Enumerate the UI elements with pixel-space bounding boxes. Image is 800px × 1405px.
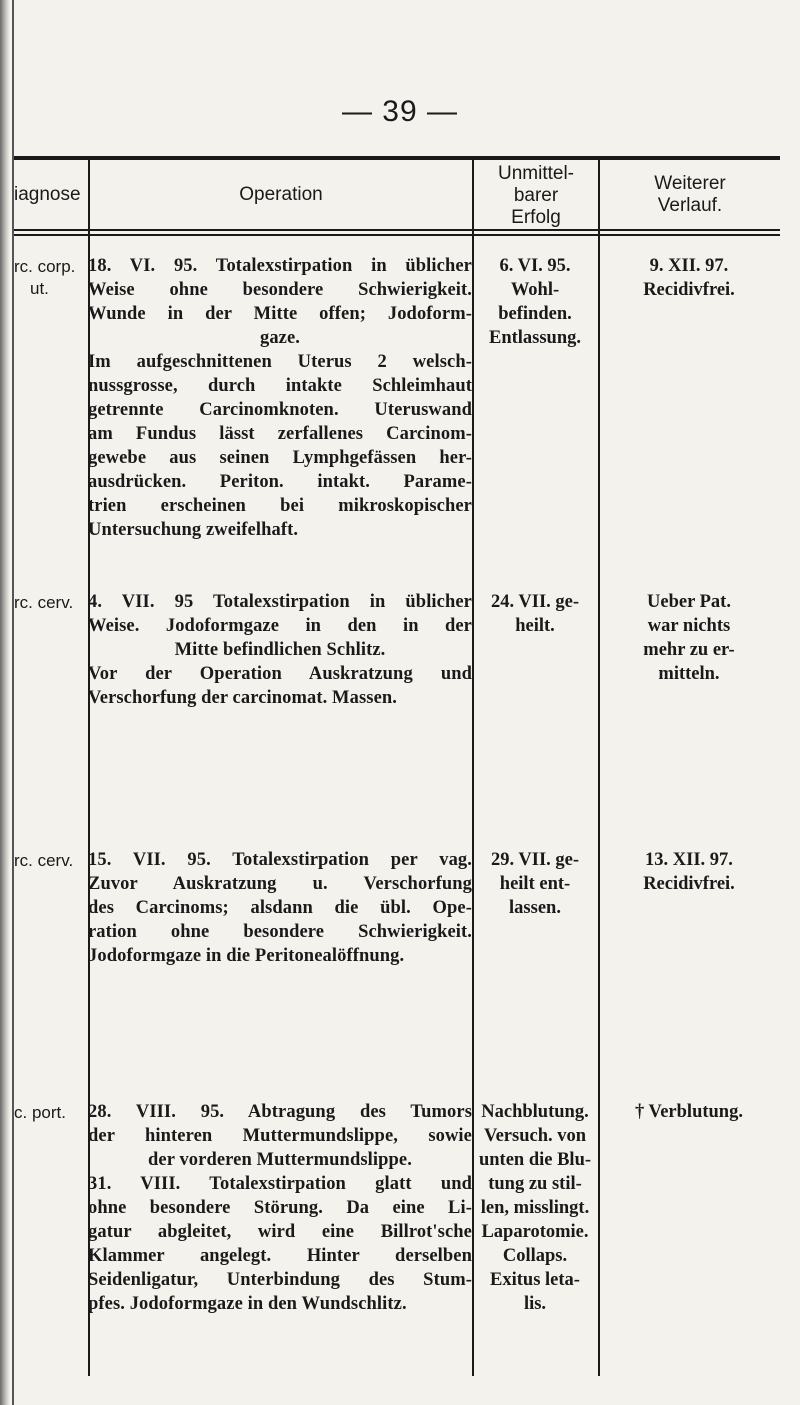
operation-line: gewebe aus seinen Lymphgefässen her- (88, 448, 472, 468)
operation-line: am Fundus lässt zerfallenes Carcinom- (88, 424, 472, 444)
operation-line: trien erscheinen bei mikroskopischer (88, 496, 472, 516)
table-top-rule (14, 156, 780, 160)
operation-line: ausdrücken. Periton. intakt. Parame- (88, 472, 472, 492)
operation-line: Zuvor Auskratzung u. Verschorfung (88, 874, 472, 894)
header-immediate-result-line: barer (513, 185, 559, 206)
row-1-further-course (598, 254, 780, 302)
row-1-operation (88, 254, 472, 542)
result-line: 29. VII. ge- (490, 850, 580, 870)
operation-line: Vor der Operation Auskratzung und (88, 664, 472, 684)
course-line: Recidivfrei. (643, 874, 735, 894)
operation-line: Seidenligatur, Unterbindung des Stum- (88, 1270, 472, 1290)
row-2-diagnosis (14, 592, 73, 614)
header-further-course-line: Verlauf. (657, 195, 723, 216)
result-line: tung zu stil- (488, 1174, 582, 1194)
course-line: 9. XII. 97. (649, 256, 729, 276)
header-diagnosis (14, 184, 88, 206)
result-line: Laparotomie. (481, 1222, 589, 1242)
result-line: Nachblutung. (481, 1102, 589, 1122)
operation-line: 28. VIII. 95. Abtragung des Tumors (88, 1102, 472, 1122)
result-line: Collaps. (502, 1246, 568, 1266)
operation-line: Untersuchung zweifelhaft. (88, 520, 299, 540)
diagnosis-line: ut. (30, 279, 49, 298)
operation-line: 18. VI. 95. Totalexstirpation in üblicher (88, 256, 472, 276)
operation-line: 4. VII. 95 Totalexstirpation in üblicher (88, 592, 472, 612)
operation-line: ration ohne besondere Schwierigkeit. (88, 922, 472, 942)
result-line: 24. VII. ge- (490, 592, 580, 612)
row-1-diagnosis (14, 256, 75, 300)
page-edge-line (12, 0, 14, 1405)
result-line: Entlassung. (488, 328, 582, 348)
course-line: † Verblutung. (635, 1102, 743, 1122)
course-line: Recidivfrei. (643, 280, 735, 300)
result-line: Versuch. von (483, 1126, 587, 1146)
header-further-course (600, 173, 780, 217)
operation-line: Mitte befindlichen Schlitz. (174, 640, 386, 660)
page-number: — 39 — (341, 95, 459, 128)
row-4-diagnosis (14, 1102, 66, 1124)
diagnosis-line: c. port. (14, 1103, 66, 1122)
header-immediate-result-line: Unmittel- (497, 163, 574, 184)
header-bottom-rule-1 (14, 229, 780, 231)
operation-line: der vorderen Muttermundslippe. (148, 1150, 412, 1170)
operation-line: der hinteren Muttermundslippe, sowie (88, 1126, 472, 1146)
header-operation-text: Operation (239, 184, 323, 205)
diagnosis-line: rc. corp. (14, 257, 76, 276)
operation-line: 31. VIII. Totalexstirpation glatt und (88, 1174, 472, 1194)
operation-line: nussgrosse, durch intakte Schleimhaut (88, 376, 472, 396)
operation-line: ohne besondere Störung. Da eine Li- (88, 1198, 472, 1218)
diagnosis-line: rc. cerv. (14, 593, 74, 612)
operation-line: Verschorfung der carcinomat. Massen. (88, 688, 397, 708)
operation-line: Weise. Jodoformgaze in den in der (88, 616, 472, 636)
row-3-further-course (598, 848, 780, 896)
page-edge-shadow (0, 0, 10, 1405)
diagnosis-line: rc. cerv. (14, 851, 74, 870)
result-line: unten die Blu- (478, 1150, 592, 1170)
operation-line: pfes. Jodoformgaze in den Wundschlitz. (88, 1294, 407, 1314)
course-line: war nichts (647, 616, 731, 636)
course-line: 13. XII. 97. (645, 850, 733, 870)
result-line: befinden. (498, 304, 572, 324)
operation-line: Weise ohne besondere Schwierigkeit. (88, 280, 472, 300)
header-bottom-rule-2 (14, 234, 780, 236)
result-line: lis. (523, 1294, 547, 1314)
row-4-operation (88, 1100, 472, 1316)
header-immediate-result-line: Erfolg (511, 207, 561, 228)
header-immediate-result (474, 163, 598, 229)
header-diagnosis-text: iagnose (14, 184, 81, 205)
operation-line: Jodoformgaze in die Peritonealöffnung. (88, 946, 405, 966)
operation-line: 15. VII. 95. Totalexstirpation per vag. (88, 850, 472, 870)
row-3-operation (88, 848, 472, 968)
result-line: len, misslingt. (480, 1198, 590, 1218)
course-line: mitteln. (658, 664, 720, 684)
row-3-diagnosis (14, 850, 73, 872)
row-2-operation (88, 590, 472, 710)
operation-line: getrennte Carcinomknoten. Uteruswand (88, 400, 472, 420)
header-operation (90, 184, 472, 206)
operation-line: Klammer angelegt. Hinter derselben (88, 1246, 472, 1266)
row-3-immediate-result (472, 848, 598, 920)
result-line: lassen. (509, 898, 561, 918)
operation-line: Wunde in der Mitte offen; Jodoform- (88, 304, 472, 324)
result-line: heilt. (515, 616, 555, 636)
course-line: Ueber Pat. (647, 592, 731, 612)
course-line: mehr zu er- (643, 640, 735, 660)
row-1-immediate-result (472, 254, 598, 350)
row-4-immediate-result (472, 1100, 598, 1316)
operation-line: gaze. (259, 328, 301, 348)
row-2-further-course (598, 590, 780, 686)
result-line: heilt ent- (499, 874, 571, 894)
operation-line: des Carcinoms; alsdann die übl. Ope- (88, 898, 472, 918)
row-4-further-course (598, 1100, 780, 1124)
result-line: Exitus leta- (490, 1270, 580, 1290)
result-line: 6. VI. 95. (499, 256, 571, 276)
column-divider-3-body (598, 236, 600, 1376)
operation-line: gatur abgleitet, wird eine Billrot'sche (88, 1222, 472, 1242)
result-line: Wohl- (510, 280, 560, 300)
operation-line: Im aufgeschnittenen Uterus 2 welsch- (88, 352, 472, 372)
header-further-course-line: Weiterer (654, 173, 726, 194)
row-2-immediate-result (472, 590, 598, 638)
